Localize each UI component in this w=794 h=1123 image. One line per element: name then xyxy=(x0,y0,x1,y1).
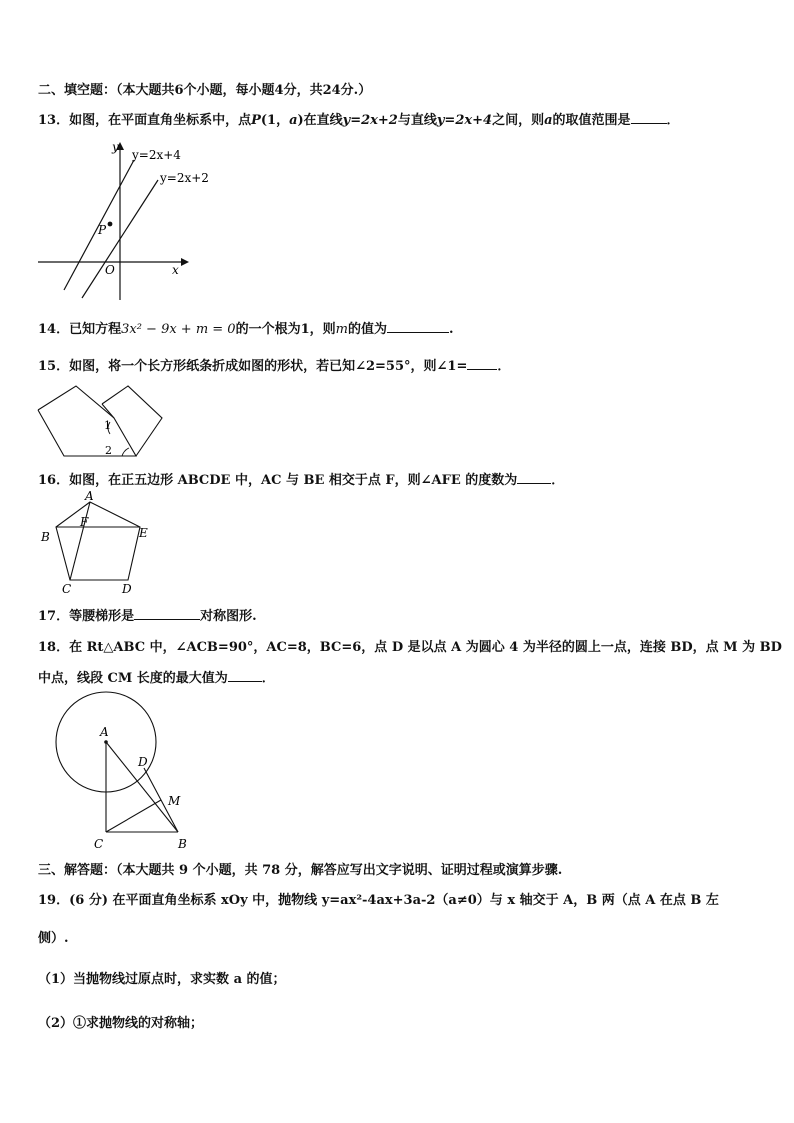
answer-blank-17[interactable] xyxy=(134,607,200,620)
q16-period: ． xyxy=(551,473,565,488)
label-angle-1: 1 xyxy=(104,419,111,432)
q13-text-post: 之间，则 xyxy=(492,113,545,128)
x-axis-arrow xyxy=(181,258,189,266)
answer-blank-15[interactable] xyxy=(467,357,497,370)
q15-folded-strip-figure xyxy=(36,382,166,460)
question-17 xyxy=(38,605,257,624)
q16-text: 16．如图，在正五边形 ABCDE 中，AC 与 BE 相交于点 F，则∠AFE 的度数为 xyxy=(38,473,518,488)
section-title-problems: 三、解答题：（本大题共 9 个小题，共 78 分，解答应写出文字说明、证明过程或演算步骤. xyxy=(38,863,563,878)
label-b: B xyxy=(41,530,50,544)
label-f: F xyxy=(80,515,89,529)
question-19-part-1: （1）当抛物线过原点时，求实数 a 的值； xyxy=(38,972,286,987)
label-c: C xyxy=(62,582,72,596)
question-16 xyxy=(38,469,564,488)
q13-coord-close: )在直线 xyxy=(297,113,343,128)
question-15 xyxy=(38,355,510,374)
q13-eq1: y=2x+2 xyxy=(342,113,398,128)
fold-edge xyxy=(102,404,114,418)
question-13 xyxy=(38,109,680,128)
label-a: A xyxy=(100,725,109,739)
q13-text-pre: 13．如图，在平面直角坐标系中，点 xyxy=(38,113,252,128)
q14-pre: 14．已知方程 xyxy=(38,322,122,337)
label-b: B xyxy=(178,837,187,851)
q13-var-a2: a xyxy=(544,113,553,128)
question-18-line-2 xyxy=(38,667,275,686)
label-line2: y=2x+2 xyxy=(160,171,209,185)
answer-blank-18[interactable] xyxy=(228,669,262,682)
q14-equation: 3x² − 9x + m = 0 xyxy=(121,322,236,337)
q16-pentagon-figure xyxy=(36,490,156,596)
q15-text: 15．如图，将一个长方形纸条折成如图的形状，若已知∠2=55°，则∠1= xyxy=(38,359,468,374)
q13-period: ． xyxy=(666,113,680,128)
label-d: D xyxy=(122,582,132,596)
pentagon-abcde xyxy=(56,502,140,580)
label-c: C xyxy=(94,837,104,851)
answer-blank-16[interactable] xyxy=(517,471,551,484)
q13-var-a: a xyxy=(289,113,298,128)
angle-2-arc xyxy=(122,448,129,456)
question-14 xyxy=(38,318,454,337)
q14-period: . xyxy=(448,322,454,337)
segment-ac xyxy=(70,502,90,580)
point-a xyxy=(104,740,108,744)
q14-mid: 的一个根为1，则 xyxy=(235,322,336,337)
label-x: x xyxy=(172,263,179,277)
q18-period: ． xyxy=(261,671,275,686)
q14-var-m: m xyxy=(335,322,348,337)
q18-line2-text: 中点，线段 CM 长度的最大值为 xyxy=(38,671,228,686)
q18-circle-triangle-figure xyxy=(50,690,200,858)
point-p xyxy=(108,222,113,227)
label-e: E xyxy=(139,526,148,540)
label-line1: y=2x+4 xyxy=(132,148,181,162)
q13-coordinate-figure xyxy=(36,138,209,303)
label-m: M xyxy=(168,794,181,808)
q13-text-end: 的取值范围是 xyxy=(552,113,631,128)
label-p: P xyxy=(98,223,107,237)
section-title-fill-in: 二、填空题：（本大题共6个小题，每小题4分，共24分.） xyxy=(38,83,372,98)
q13-mid: 与直线 xyxy=(397,113,437,128)
q13-coord-open: (1， xyxy=(260,113,290,128)
question-19-part-2: （2）①求抛物线的对称轴； xyxy=(38,1016,204,1031)
label-origin: O xyxy=(105,263,115,277)
label-y: y xyxy=(112,140,119,154)
q14-post: 的值为 xyxy=(347,322,387,337)
answer-blank-14[interactable] xyxy=(387,320,449,333)
strip-left-part xyxy=(38,386,136,456)
label-d: D xyxy=(138,755,148,769)
q15-period: ． xyxy=(497,359,511,374)
q17-post: 对称图形. xyxy=(200,609,257,624)
q17-pre: 17．等腰梯形是 xyxy=(38,609,135,624)
label-angle-2: 2 xyxy=(105,444,112,457)
question-19-line-1: 19．(6 分) 在平面直角坐标系 xOy 中，抛物线 y=ax²-4ax+3a-2（a≠0）与 x 轴交于 A，B 两（点 A 在点 B 左 xyxy=(38,893,719,908)
question-18-line-1: 18．在 Rt△ABC 中，∠ACB=90°，AC=8，BC=6，点 D 是以点 A 为圆心 4 为半径的圆上一点，连接 BD，点 M 为 BD xyxy=(38,640,782,655)
label-a: A xyxy=(85,489,94,503)
q13-point: P xyxy=(251,113,261,128)
q13-eq2: y=2x+4 xyxy=(436,113,493,128)
answer-blank-13[interactable] xyxy=(631,111,667,124)
segment-cm xyxy=(106,800,161,832)
question-19-line-2: 侧）. xyxy=(38,931,69,946)
